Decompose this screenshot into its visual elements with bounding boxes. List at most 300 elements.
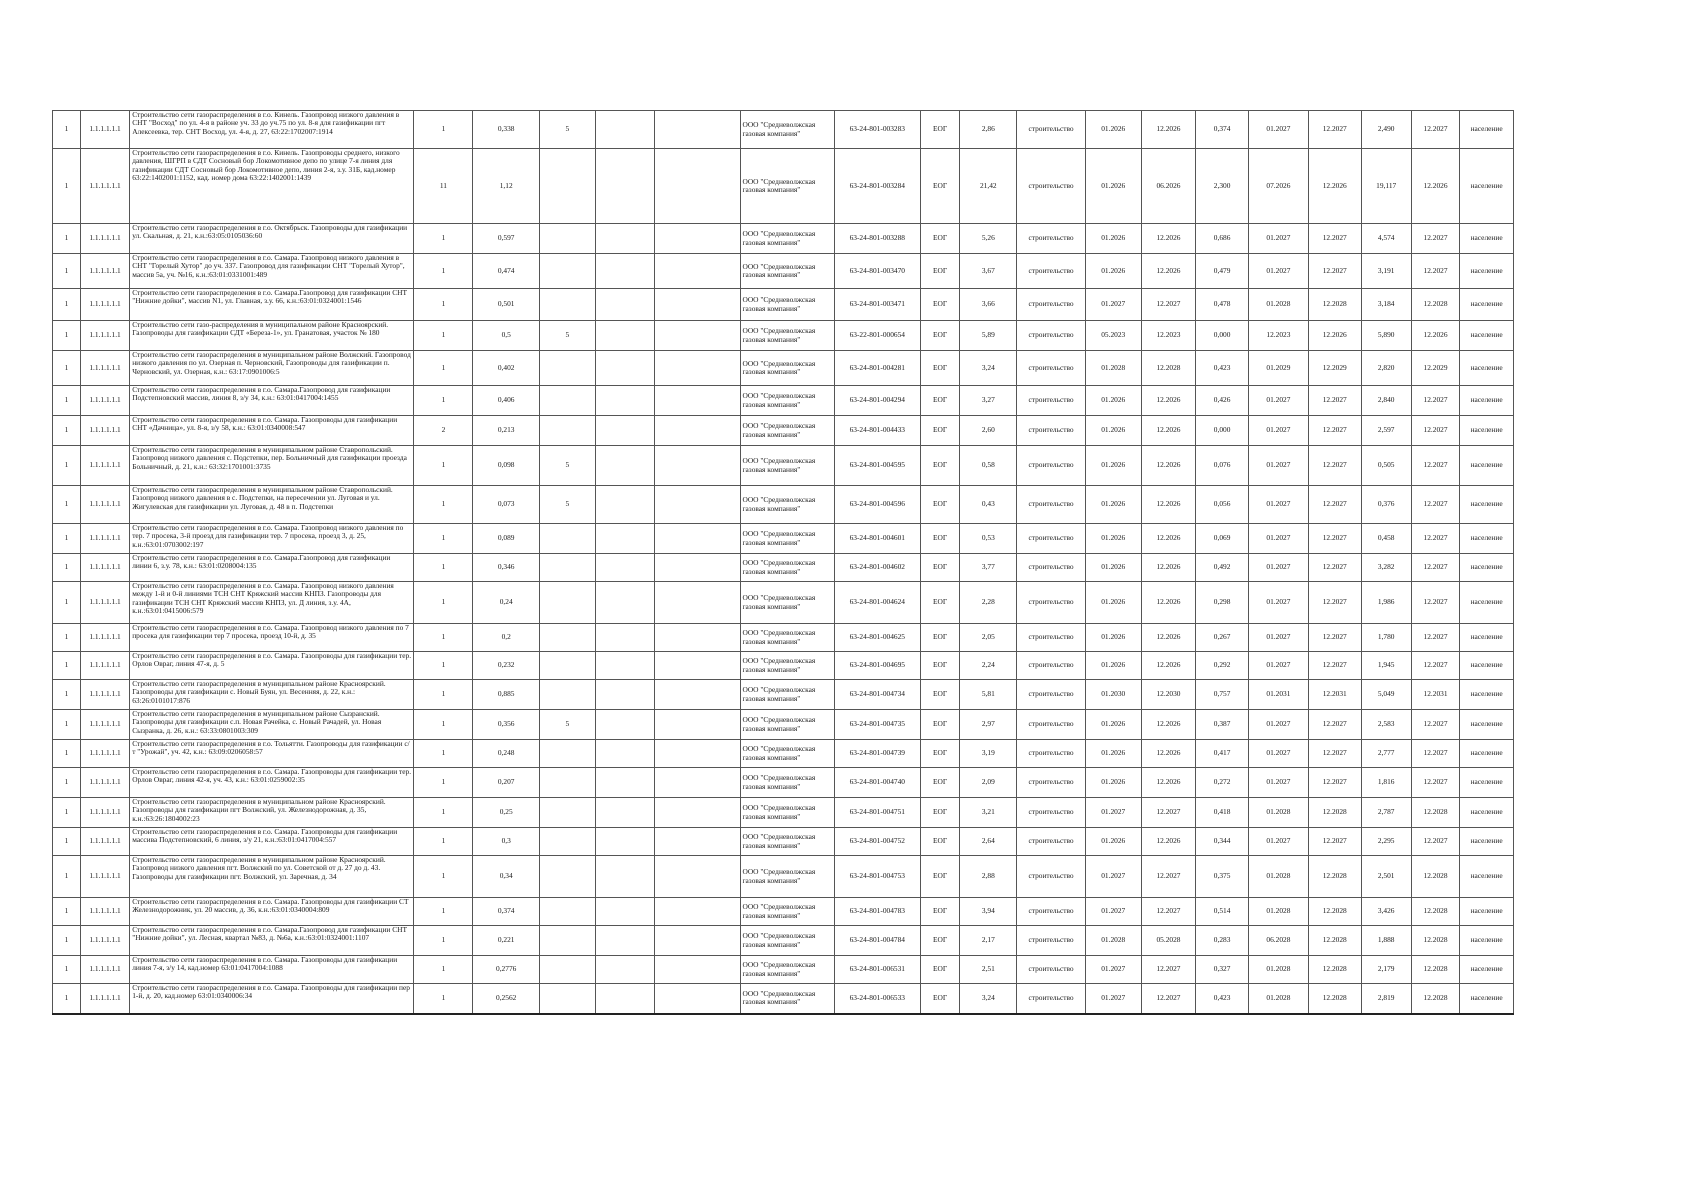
row-code: 1.1.1.1.1.1 bbox=[80, 710, 129, 740]
table-row bbox=[53, 111, 1514, 149]
completion-date: 12.2027 bbox=[1411, 740, 1459, 768]
empty-cell bbox=[654, 740, 740, 768]
row-number: 1 bbox=[53, 898, 81, 926]
source-code: ЕОГ bbox=[920, 254, 960, 289]
work-type: строительство bbox=[1017, 710, 1086, 740]
empty-cell bbox=[654, 710, 740, 740]
quantity: 1 bbox=[414, 956, 473, 984]
source-code: ЕОГ bbox=[920, 984, 960, 1014]
organization-name: ООО "Средневолжская газовая компания" bbox=[740, 856, 834, 898]
consumer-category: население bbox=[1460, 524, 1514, 554]
stage2-amount: 5,049 bbox=[1361, 680, 1411, 710]
stage1-amount: 0,344 bbox=[1196, 828, 1249, 856]
empty-cell bbox=[654, 956, 740, 984]
source-code: ЕОГ bbox=[920, 446, 960, 486]
quantity: 1 bbox=[414, 111, 473, 149]
row-code: 1.1.1.1.1.1 bbox=[80, 898, 129, 926]
empty-cell bbox=[595, 524, 654, 554]
length-km: 0,34 bbox=[473, 856, 540, 898]
stage2-start: 01.2028 bbox=[1248, 289, 1308, 321]
row-code: 1.1.1.1.1.1 bbox=[80, 289, 129, 321]
stage2-amount: 2,820 bbox=[1361, 351, 1411, 386]
stage1-finish: 12.2027 bbox=[1141, 798, 1196, 828]
stage1-finish: 12.2026 bbox=[1141, 554, 1196, 582]
quantity: 1 bbox=[414, 984, 473, 1014]
stage1-finish: 12.2027 bbox=[1141, 856, 1196, 898]
stage2-amount: 1,780 bbox=[1361, 624, 1411, 652]
table-row bbox=[53, 224, 1514, 254]
stage1-start: 01.2026 bbox=[1085, 582, 1141, 624]
empty-cell bbox=[654, 828, 740, 856]
object-id: 63-24-801-004281 bbox=[834, 351, 920, 386]
source-code: ЕОГ bbox=[920, 289, 960, 321]
length-km: 0,098 bbox=[473, 446, 540, 486]
stage1-amount: 0,426 bbox=[1196, 386, 1249, 416]
stage1-amount: 0,069 bbox=[1196, 524, 1249, 554]
row-number: 1 bbox=[53, 624, 81, 652]
completion-date: 12.2031 bbox=[1411, 680, 1459, 710]
stage1-amount: 0,272 bbox=[1196, 768, 1249, 798]
total-cost: 5,89 bbox=[960, 321, 1017, 351]
source-code: ЕОГ bbox=[920, 898, 960, 926]
empty-cell bbox=[654, 554, 740, 582]
quantity: 1 bbox=[414, 386, 473, 416]
total-cost: 3,27 bbox=[960, 386, 1017, 416]
stage1-finish: 05.2028 bbox=[1141, 926, 1196, 956]
object-id: 63-24-801-004740 bbox=[834, 768, 920, 798]
object-id: 63-24-801-004624 bbox=[834, 582, 920, 624]
organization-name: ООО "Средневолжская газовая компания" bbox=[740, 416, 834, 446]
empty-cell bbox=[654, 768, 740, 798]
object-id: 63-24-801-003284 bbox=[834, 149, 920, 224]
row-code: 1.1.1.1.1.1 bbox=[80, 624, 129, 652]
quantity: 1 bbox=[414, 289, 473, 321]
diameter bbox=[539, 224, 595, 254]
row-number: 1 bbox=[53, 768, 81, 798]
row-code: 1.1.1.1.1.1 bbox=[80, 351, 129, 386]
stage2-finish: 12.2027 bbox=[1308, 554, 1361, 582]
quantity: 1 bbox=[414, 652, 473, 680]
consumer-category: население bbox=[1460, 554, 1514, 582]
diameter: 5 bbox=[539, 486, 595, 524]
row-code: 1.1.1.1.1.1 bbox=[80, 446, 129, 486]
object-description: Строительство сети газораспределения в муниципальном районе Красноярский. Газопроводы для газификации пгт Волжский, ул. Железнодорожная, д. 35, к.н.:63:26:1804002:23 bbox=[130, 798, 414, 828]
length-km: 0,501 bbox=[473, 289, 540, 321]
stage2-finish: 12.2028 bbox=[1308, 798, 1361, 828]
row-code: 1.1.1.1.1.1 bbox=[80, 828, 129, 856]
stage2-finish: 12.2027 bbox=[1308, 446, 1361, 486]
source-code: ЕОГ bbox=[920, 680, 960, 710]
empty-cell bbox=[654, 524, 740, 554]
diameter bbox=[539, 289, 595, 321]
diameter bbox=[539, 254, 595, 289]
table-row bbox=[53, 652, 1514, 680]
row-number: 1 bbox=[53, 856, 81, 898]
stage2-start: 01.2028 bbox=[1248, 984, 1308, 1014]
completion-date: 12.2027 bbox=[1411, 224, 1459, 254]
stage2-finish: 12.2028 bbox=[1308, 856, 1361, 898]
empty-cell bbox=[654, 652, 740, 680]
empty-cell bbox=[654, 926, 740, 956]
total-cost: 0,43 bbox=[960, 486, 1017, 524]
completion-date: 12.2027 bbox=[1411, 524, 1459, 554]
source-code: ЕОГ bbox=[920, 856, 960, 898]
completion-date: 12.2027 bbox=[1411, 828, 1459, 856]
object-id: 63-24-801-004751 bbox=[834, 798, 920, 828]
organization-name: ООО "Средневолжская газовая компания" bbox=[740, 828, 834, 856]
length-km: 0,406 bbox=[473, 386, 540, 416]
object-id: 63-24-801-004739 bbox=[834, 740, 920, 768]
organization-name: ООО "Средневолжская газовая компания" bbox=[740, 768, 834, 798]
table-row bbox=[53, 926, 1514, 956]
diameter bbox=[539, 652, 595, 680]
quantity: 1 bbox=[414, 710, 473, 740]
empty-cell bbox=[595, 149, 654, 224]
source-code: ЕОГ bbox=[920, 554, 960, 582]
object-description: Строительство сети газораспределения в г.о. Самара. Газопроводы для газификации тер. Орлов Овраг, линия 47-я, д. 5 bbox=[130, 652, 414, 680]
stage1-amount: 0,000 bbox=[1196, 416, 1249, 446]
source-code: ЕОГ bbox=[920, 624, 960, 652]
empty-cell bbox=[595, 710, 654, 740]
completion-date: 12.2027 bbox=[1411, 554, 1459, 582]
stage1-start: 01.2027 bbox=[1085, 289, 1141, 321]
stage2-finish: 12.2028 bbox=[1308, 956, 1361, 984]
stage1-amount: 0,267 bbox=[1196, 624, 1249, 652]
stage2-amount: 0,505 bbox=[1361, 446, 1411, 486]
work-type: строительство bbox=[1017, 446, 1086, 486]
organization-name: ООО "Средневолжская газовая компания" bbox=[740, 321, 834, 351]
empty-cell bbox=[654, 386, 740, 416]
row-code: 1.1.1.1.1.1 bbox=[80, 224, 129, 254]
row-code: 1.1.1.1.1.1 bbox=[80, 856, 129, 898]
row-number: 1 bbox=[53, 486, 81, 524]
stage1-amount: 0,375 bbox=[1196, 856, 1249, 898]
object-id: 63-24-801-004595 bbox=[834, 446, 920, 486]
stage2-start: 01.2027 bbox=[1248, 486, 1308, 524]
object-description: Строительство сети газораспределения в г.о. Самара. Газопроводы для газификации массива Подстепновский, 6 линия, з/у 21, к.н.:63:01:0417004:557 bbox=[130, 828, 414, 856]
row-number: 1 bbox=[53, 652, 81, 680]
investment-program-table bbox=[52, 110, 1514, 1015]
stage2-start: 01.2027 bbox=[1248, 254, 1308, 289]
object-id: 63-24-801-003288 bbox=[834, 224, 920, 254]
stage2-start: 01.2027 bbox=[1248, 652, 1308, 680]
organization-name: ООО "Средневолжская газовая компания" bbox=[740, 710, 834, 740]
diameter bbox=[539, 856, 595, 898]
empty-cell bbox=[654, 582, 740, 624]
consumer-category: население bbox=[1460, 828, 1514, 856]
diameter bbox=[539, 740, 595, 768]
stage1-amount: 0,298 bbox=[1196, 582, 1249, 624]
stage2-amount: 1,986 bbox=[1361, 582, 1411, 624]
diameter bbox=[539, 416, 595, 446]
quantity: 1 bbox=[414, 798, 473, 828]
table-row bbox=[53, 828, 1514, 856]
object-description: Строительство сети газораспределения в г.о. Самара. Газопроводы для газификации линия 7-я, з/у 14, кад.номер 63:01:0417004:1088 bbox=[130, 956, 414, 984]
object-description: Строительство сети газораспределения в г.о. Кинель. Газопровод низкого давления в СНТ "Восход" по ул. 4-я в районе уч. 33 до уч.75 по ул. 8-я для газификации пгт Алексеевка, тер. СНТ Восход, ул. 4-я, д. 27, 63:22:1702007:1914 bbox=[130, 111, 414, 149]
consumer-category: население bbox=[1460, 956, 1514, 984]
diameter: 5 bbox=[539, 111, 595, 149]
length-km: 0,207 bbox=[473, 768, 540, 798]
empty-cell bbox=[654, 321, 740, 351]
stage2-amount: 3,184 bbox=[1361, 289, 1411, 321]
quantity: 1 bbox=[414, 768, 473, 798]
row-code: 1.1.1.1.1.1 bbox=[80, 740, 129, 768]
source-code: ЕОГ bbox=[920, 416, 960, 446]
stage1-start: 01.2027 bbox=[1085, 984, 1141, 1014]
work-type: строительство bbox=[1017, 624, 1086, 652]
diameter bbox=[539, 956, 595, 984]
row-number: 1 bbox=[53, 710, 81, 740]
stage2-amount: 2,819 bbox=[1361, 984, 1411, 1014]
length-km: 0,089 bbox=[473, 524, 540, 554]
stage1-finish: 12.2027 bbox=[1141, 956, 1196, 984]
object-id: 63-24-801-004734 bbox=[834, 680, 920, 710]
length-km: 0,24 bbox=[473, 582, 540, 624]
object-description: Строительство сети газораспределения в г.о. Самара. Газопровод низкого давления по тер. 7 просека, 3-й проезд для газификации тер. 7 просека, проезд 3, д. 25, к.н.:63:01:0703002:197 bbox=[130, 524, 414, 554]
table-row bbox=[53, 416, 1514, 446]
consumer-category: население bbox=[1460, 351, 1514, 386]
row-number: 1 bbox=[53, 984, 81, 1014]
consumer-category: население bbox=[1460, 446, 1514, 486]
stage1-amount: 0,056 bbox=[1196, 486, 1249, 524]
stage1-start: 05.2023 bbox=[1085, 321, 1141, 351]
quantity: 1 bbox=[414, 524, 473, 554]
table-row bbox=[53, 582, 1514, 624]
diameter bbox=[539, 524, 595, 554]
empty-cell bbox=[595, 416, 654, 446]
row-number: 1 bbox=[53, 926, 81, 956]
quantity: 1 bbox=[414, 856, 473, 898]
length-km: 0,2776 bbox=[473, 956, 540, 984]
empty-cell bbox=[595, 652, 654, 680]
object-id: 63-24-801-003470 bbox=[834, 254, 920, 289]
row-number: 1 bbox=[53, 446, 81, 486]
table-row bbox=[53, 624, 1514, 652]
stage1-finish: 12.2026 bbox=[1141, 740, 1196, 768]
stage1-start: 01.2027 bbox=[1085, 956, 1141, 984]
stage1-start: 01.2028 bbox=[1085, 351, 1141, 386]
table-row bbox=[53, 351, 1514, 386]
completion-date: 12.2026 bbox=[1411, 149, 1459, 224]
organization-name: ООО "Средневолжская газовая компания" bbox=[740, 898, 834, 926]
stage2-finish: 12.2027 bbox=[1308, 386, 1361, 416]
row-code: 1.1.1.1.1.1 bbox=[80, 111, 129, 149]
stage1-start: 01.2026 bbox=[1085, 740, 1141, 768]
row-number: 1 bbox=[53, 582, 81, 624]
stage1-amount: 0,492 bbox=[1196, 554, 1249, 582]
row-number: 1 bbox=[53, 254, 81, 289]
stage1-amount: 0,076 bbox=[1196, 446, 1249, 486]
object-description: Строительство сети газораспределения в муниципальном районе Сызранский. Газопроводы для газификации с.п. Новая Рачейка, с. Новый Рачадей, ул. Новая Сызранка, д. 26, к.н.: 63:33:0801003:309 bbox=[130, 710, 414, 740]
stage1-start: 01.2026 bbox=[1085, 710, 1141, 740]
row-code: 1.1.1.1.1.1 bbox=[80, 652, 129, 680]
empty-cell bbox=[654, 416, 740, 446]
completion-date: 12.2028 bbox=[1411, 289, 1459, 321]
source-code: ЕОГ bbox=[920, 321, 960, 351]
stage1-start: 01.2026 bbox=[1085, 652, 1141, 680]
object-id: 63-24-801-004596 bbox=[834, 486, 920, 524]
total-cost: 0,53 bbox=[960, 524, 1017, 554]
stage1-amount: 2,300 bbox=[1196, 149, 1249, 224]
quantity: 1 bbox=[414, 351, 473, 386]
object-id: 63-24-801-004695 bbox=[834, 652, 920, 680]
stage1-finish: 12.2027 bbox=[1141, 289, 1196, 321]
work-type: строительство bbox=[1017, 524, 1086, 554]
stage1-finish: 12.2030 bbox=[1141, 680, 1196, 710]
table-row bbox=[53, 984, 1514, 1014]
completion-date: 12.2027 bbox=[1411, 768, 1459, 798]
stage1-start: 01.2026 bbox=[1085, 254, 1141, 289]
source-code: ЕОГ bbox=[920, 740, 960, 768]
source-code: ЕОГ bbox=[920, 828, 960, 856]
total-cost: 2,24 bbox=[960, 652, 1017, 680]
consumer-category: население bbox=[1460, 386, 1514, 416]
table-row bbox=[53, 798, 1514, 828]
stage1-amount: 0,423 bbox=[1196, 351, 1249, 386]
empty-cell bbox=[654, 351, 740, 386]
quantity: 1 bbox=[414, 740, 473, 768]
organization-name: ООО "Средневолжская газовая компания" bbox=[740, 624, 834, 652]
length-km: 0,2562 bbox=[473, 984, 540, 1014]
stage2-finish: 12.2027 bbox=[1308, 828, 1361, 856]
consumer-category: население bbox=[1460, 224, 1514, 254]
length-km: 0,232 bbox=[473, 652, 540, 680]
total-cost: 2,28 bbox=[960, 582, 1017, 624]
empty-cell bbox=[654, 111, 740, 149]
stage2-start: 01.2027 bbox=[1248, 386, 1308, 416]
diameter bbox=[539, 898, 595, 926]
row-number: 1 bbox=[53, 416, 81, 446]
object-id: 63-22-801-000654 bbox=[834, 321, 920, 351]
total-cost: 3,21 bbox=[960, 798, 1017, 828]
length-km: 0,402 bbox=[473, 351, 540, 386]
row-number: 1 bbox=[53, 828, 81, 856]
table-row bbox=[53, 956, 1514, 984]
completion-date: 12.2026 bbox=[1411, 321, 1459, 351]
object-id: 63-24-801-004752 bbox=[834, 828, 920, 856]
empty-cell bbox=[595, 321, 654, 351]
consumer-category: население bbox=[1460, 486, 1514, 524]
stage1-amount: 0,686 bbox=[1196, 224, 1249, 254]
stage1-start: 01.2026 bbox=[1085, 554, 1141, 582]
object-id: 63-24-801-003283 bbox=[834, 111, 920, 149]
stage1-amount: 0,374 bbox=[1196, 111, 1249, 149]
quantity: 1 bbox=[414, 254, 473, 289]
work-type: строительство bbox=[1017, 898, 1086, 926]
completion-date: 12.2027 bbox=[1411, 386, 1459, 416]
row-number: 1 bbox=[53, 351, 81, 386]
object-description: Строительство сети газо-распределения в муниципальном районе Красноярский. Газопроводы для газификации СДТ «Береза-1», ул. Гранатовая, участок № 180 bbox=[130, 321, 414, 351]
object-id: 63-24-801-006533 bbox=[834, 984, 920, 1014]
work-type: строительство bbox=[1017, 416, 1086, 446]
length-km: 0,25 bbox=[473, 798, 540, 828]
row-code: 1.1.1.1.1.1 bbox=[80, 984, 129, 1014]
stage1-start: 01.2026 bbox=[1085, 446, 1141, 486]
consumer-category: население bbox=[1460, 898, 1514, 926]
organization-name: ООО "Средневолжская газовая компания" bbox=[740, 740, 834, 768]
stage2-finish: 12.2027 bbox=[1308, 416, 1361, 446]
length-km: 0,338 bbox=[473, 111, 540, 149]
work-type: строительство bbox=[1017, 254, 1086, 289]
stage2-start: 01.2027 bbox=[1248, 768, 1308, 798]
table-row bbox=[53, 149, 1514, 224]
total-cost: 2,09 bbox=[960, 768, 1017, 798]
stage1-amount: 0,478 bbox=[1196, 289, 1249, 321]
consumer-category: население bbox=[1460, 321, 1514, 351]
diameter: 5 bbox=[539, 446, 595, 486]
source-code: ЕОГ bbox=[920, 652, 960, 680]
stage2-start: 01.2027 bbox=[1248, 740, 1308, 768]
completion-date: 12.2028 bbox=[1411, 856, 1459, 898]
table-row bbox=[53, 554, 1514, 582]
empty-cell bbox=[595, 554, 654, 582]
row-number: 1 bbox=[53, 524, 81, 554]
stage1-finish: 12.2027 bbox=[1141, 898, 1196, 926]
stage2-start: 07.2026 bbox=[1248, 149, 1308, 224]
completion-date: 12.2028 bbox=[1411, 898, 1459, 926]
organization-name: ООО "Средневолжская газовая компания" bbox=[740, 554, 834, 582]
total-cost: 3,19 bbox=[960, 740, 1017, 768]
consumer-category: население bbox=[1460, 740, 1514, 768]
row-code: 1.1.1.1.1.1 bbox=[80, 254, 129, 289]
stage2-amount: 2,597 bbox=[1361, 416, 1411, 446]
consumer-category: население bbox=[1460, 926, 1514, 956]
stage1-amount: 0,387 bbox=[1196, 710, 1249, 740]
source-code: ЕОГ bbox=[920, 798, 960, 828]
object-id: 63-24-801-003471 bbox=[834, 289, 920, 321]
empty-cell bbox=[595, 956, 654, 984]
empty-cell bbox=[595, 386, 654, 416]
source-code: ЕОГ bbox=[920, 351, 960, 386]
empty-cell bbox=[595, 926, 654, 956]
stage1-finish: 12.2026 bbox=[1141, 446, 1196, 486]
stage2-amount: 5,890 bbox=[1361, 321, 1411, 351]
empty-cell bbox=[654, 680, 740, 710]
stage2-finish: 12.2027 bbox=[1308, 254, 1361, 289]
total-cost: 21,42 bbox=[960, 149, 1017, 224]
completion-date: 12.2027 bbox=[1411, 446, 1459, 486]
completion-date: 12.2027 bbox=[1411, 486, 1459, 524]
stage2-amount: 2,787 bbox=[1361, 798, 1411, 828]
stage1-finish: 12.2026 bbox=[1141, 624, 1196, 652]
organization-name: ООО "Средневолжская газовая компания" bbox=[740, 386, 834, 416]
organization-name: ООО "Средневолжская газовая компания" bbox=[740, 111, 834, 149]
work-type: строительство bbox=[1017, 984, 1086, 1014]
stage2-amount: 2,295 bbox=[1361, 828, 1411, 856]
empty-cell bbox=[595, 898, 654, 926]
diameter bbox=[539, 926, 595, 956]
length-km: 0,213 bbox=[473, 416, 540, 446]
source-code: ЕОГ bbox=[920, 111, 960, 149]
quantity: 1 bbox=[414, 446, 473, 486]
stage2-amount: 2,179 bbox=[1361, 956, 1411, 984]
work-type: строительство bbox=[1017, 582, 1086, 624]
work-type: строительство bbox=[1017, 289, 1086, 321]
stage1-amount: 0,514 bbox=[1196, 898, 1249, 926]
stage2-finish: 12.2027 bbox=[1308, 486, 1361, 524]
table-row bbox=[53, 740, 1514, 768]
consumer-category: население bbox=[1460, 652, 1514, 680]
empty-cell bbox=[595, 680, 654, 710]
source-code: ЕОГ bbox=[920, 710, 960, 740]
stage2-finish: 12.2027 bbox=[1308, 111, 1361, 149]
total-cost: 3,66 bbox=[960, 289, 1017, 321]
table-row bbox=[53, 486, 1514, 524]
completion-date: 12.2028 bbox=[1411, 956, 1459, 984]
stage1-amount: 0,000 bbox=[1196, 321, 1249, 351]
stage2-start: 12.2023 bbox=[1248, 321, 1308, 351]
row-code: 1.1.1.1.1.1 bbox=[80, 149, 129, 224]
